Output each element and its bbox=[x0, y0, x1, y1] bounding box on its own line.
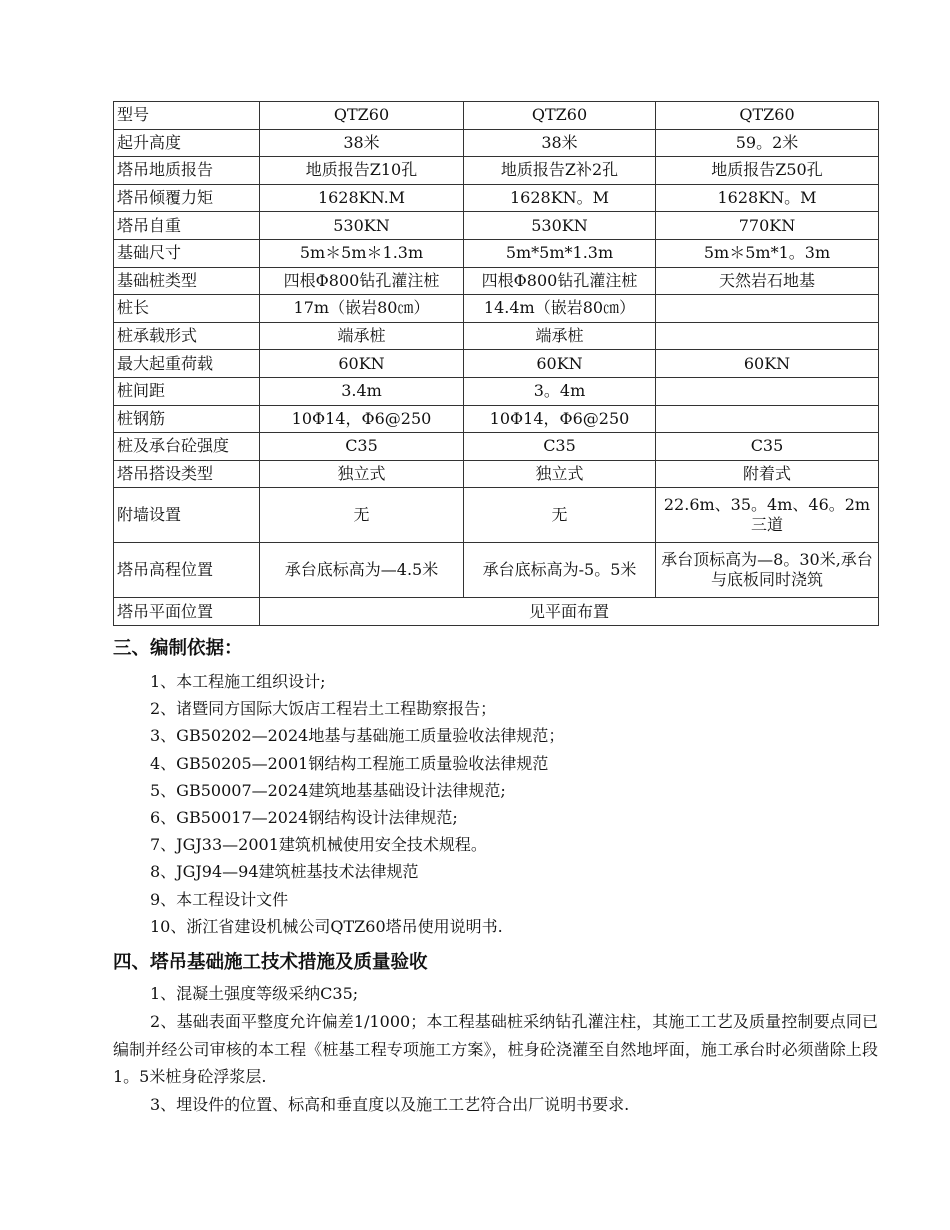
spec-row bbox=[114, 488, 879, 543]
section4-title: 四、塔吊基础施工技术措施及质量验收 bbox=[113, 951, 428, 973]
spec-label-cell: 塔吊平面位置 bbox=[114, 598, 260, 626]
spec-value-cell: 独立式 bbox=[464, 460, 656, 488]
spec-value-cell: 14.4m（嵌岩80㎝） bbox=[464, 295, 656, 323]
spec-value-cell: 独立式 bbox=[260, 460, 464, 488]
spec-row bbox=[114, 212, 879, 240]
list-item: 1、本工程施工组织设计; bbox=[150, 671, 326, 691]
spec-value-cell: QTZ60 bbox=[656, 102, 879, 130]
spec-row bbox=[114, 157, 879, 185]
spec-value-cell: C35 bbox=[260, 433, 464, 461]
list-item: 4、GB50205—2001钢结构工程施工质量验收法律规范 bbox=[150, 753, 549, 773]
spec-value-cell bbox=[656, 377, 879, 405]
spec-value-cell: 17m（嵌岩80㎝） bbox=[260, 295, 464, 323]
spec-value-cell: 10Φ14，Φ6@250 bbox=[260, 405, 464, 433]
spec-value-cell: 无 bbox=[464, 488, 656, 543]
spec-label-cell: 桩钢筋 bbox=[114, 405, 260, 433]
spec-label-cell: 塔吊自重 bbox=[114, 212, 260, 240]
spec-value-cell: 无 bbox=[260, 488, 464, 543]
spec-value-cell: 四根Φ800钻孔灌注桩 bbox=[464, 267, 656, 295]
spec-label-cell: 起升高度 bbox=[114, 129, 260, 157]
spec-row bbox=[114, 350, 879, 378]
spec-label-cell: 最大起重荷载 bbox=[114, 350, 260, 378]
spec-label-cell: 桩及承台砼强度 bbox=[114, 433, 260, 461]
list-item: 3、GB50202—2024地基与基础施工质量验收法律规范； bbox=[150, 726, 565, 746]
spec-label-cell: 塔吊高程位置 bbox=[114, 543, 260, 598]
spec-value-cell: 1628KN。M bbox=[656, 184, 879, 212]
spec-value-cell: 59。2米 bbox=[656, 129, 879, 157]
spec-value-cell: 5m＊5m*1。3m bbox=[656, 239, 879, 267]
section4-paragraphs bbox=[113, 980, 878, 1119]
spec-table-body bbox=[114, 102, 879, 626]
spec-value-cell: 770KN bbox=[656, 212, 879, 240]
spec-row bbox=[114, 460, 879, 488]
spec-row bbox=[114, 322, 879, 350]
spec-value-cell: 天然岩石地基 bbox=[656, 267, 879, 295]
list-item: 5、GB50007—2024建筑地基基础设计法律规范; bbox=[150, 780, 506, 800]
list-item: 9、本工程设计文件 bbox=[150, 889, 289, 909]
spec-value-cell: 60KN bbox=[656, 350, 879, 378]
spec-value-cell: 38米 bbox=[260, 129, 464, 157]
list-item: 2、诸暨同方国际大饭店工程岩土工程勘察报告； bbox=[150, 699, 497, 719]
spec-value-cell: 38米 bbox=[464, 129, 656, 157]
spec-value-cell: 5m＊5m＊1.3m bbox=[260, 239, 464, 267]
spec-label-cell: 塔吊地质报告 bbox=[114, 157, 260, 185]
document-page bbox=[113, 101, 878, 1119]
spec-value-cell: 承台顶标高为—8。30米,承台与底板同时浇筑 bbox=[656, 543, 879, 598]
paragraph: 1、混凝土强度等级采纳C35; bbox=[150, 983, 359, 1003]
spec-value-cell: 10Φ14，Φ6@250 bbox=[464, 405, 656, 433]
spec-value-cell bbox=[656, 295, 879, 323]
spec-label-cell: 桩间距 bbox=[114, 377, 260, 405]
spec-value-cell: 3。4m bbox=[464, 377, 656, 405]
spec-value-cell: C35 bbox=[464, 433, 656, 461]
spec-value-cell bbox=[656, 405, 879, 433]
spec-label-cell: 桩长 bbox=[114, 295, 260, 323]
spec-value-cell: 端承桩 bbox=[464, 322, 656, 350]
spec-value-cell: 22.6m、35。4m、46。2m三道 bbox=[656, 488, 879, 543]
section3-list bbox=[113, 668, 878, 940]
spec-value-cell: C35 bbox=[656, 433, 879, 461]
spec-value-cell: 530KN bbox=[464, 212, 656, 240]
spec-value-cell: QTZ60 bbox=[464, 102, 656, 130]
spec-row bbox=[114, 129, 879, 157]
spec-row bbox=[114, 295, 879, 323]
spec-label-cell: 基础桩类型 bbox=[114, 267, 260, 295]
tower-crane-spec-table bbox=[113, 101, 879, 626]
spec-value-cell: 530KN bbox=[260, 212, 464, 240]
spec-value-cell: 5m*5m*1.3m bbox=[464, 239, 656, 267]
spec-value-cell: 四根Φ800钻孔灌注桩 bbox=[260, 267, 464, 295]
spec-value-cell: 60KN bbox=[260, 350, 464, 378]
spec-label-cell: 塔吊搭设类型 bbox=[114, 460, 260, 488]
spec-value-cell: 3.4m bbox=[260, 377, 464, 405]
spec-value-cell: 地质报告Z10孔 bbox=[260, 157, 464, 185]
spec-value-cell: 承台底标高为-5。5米 bbox=[464, 543, 656, 598]
spec-row bbox=[114, 598, 879, 626]
list-item: 6、GB50017—2024钢结构设计法律规范; bbox=[150, 807, 458, 827]
section3-title: 三、编制依据： bbox=[113, 637, 243, 659]
list-item: 8、JGJ94—94建筑桩基技术法律规范 bbox=[150, 862, 419, 882]
spec-label-cell: 附墙设置 bbox=[114, 488, 260, 543]
spec-row bbox=[114, 433, 879, 461]
spec-row bbox=[114, 239, 879, 267]
spec-label-cell: 塔吊倾覆力矩 bbox=[114, 184, 260, 212]
list-item: 7、JGJ33—2001建筑机械使用安全技术规程。 bbox=[150, 835, 487, 855]
spec-value-cell: 1628KN。M bbox=[464, 184, 656, 212]
spec-value-cell: QTZ60 bbox=[260, 102, 464, 130]
paragraph: 3、埋设件的位置、标高和垂直度以及施工工艺符合出厂说明书要求. bbox=[150, 1095, 630, 1115]
spec-row bbox=[114, 184, 879, 212]
spec-label-cell: 基础尺寸 bbox=[114, 239, 260, 267]
spec-value-cell: 附着式 bbox=[656, 460, 879, 488]
spec-row bbox=[114, 377, 879, 405]
spec-label-cell: 型号 bbox=[114, 102, 260, 130]
spec-value-cell: 承台底标高为—4.5米 bbox=[260, 543, 464, 598]
spec-row bbox=[114, 405, 879, 433]
spec-value-cell bbox=[656, 322, 879, 350]
spec-value-cell: 地质报告Z补2孔 bbox=[464, 157, 656, 185]
spec-value-cell: 端承桩 bbox=[260, 322, 464, 350]
spec-value-cell: 地质报告Z50孔 bbox=[656, 157, 879, 185]
list-item: 10、浙江省建设机械公司QTZ60塔吊使用说明书. bbox=[150, 916, 503, 936]
spec-value-cell: 1628KN.M bbox=[260, 184, 464, 212]
paragraph: 2、基础表面平整度允许偏差1/1000；本工程基础桩采纳钻孔灌注柱，其施工工艺及质量控制要点同已编制并经公司审核的本工程《桩基工程专项施工方案》，桩身砼浇灌至自然地坪面，施工承台时必须凿除上段1。5米桩身砼浮浆层. bbox=[113, 1011, 878, 1087]
spec-value-cell: 60KN bbox=[464, 350, 656, 378]
spec-label-cell: 桩承载形式 bbox=[114, 322, 260, 350]
spec-row bbox=[114, 102, 879, 130]
spec-value-cell: 见平面布置 bbox=[260, 598, 879, 626]
spec-row bbox=[114, 267, 879, 295]
spec-row bbox=[114, 543, 879, 598]
